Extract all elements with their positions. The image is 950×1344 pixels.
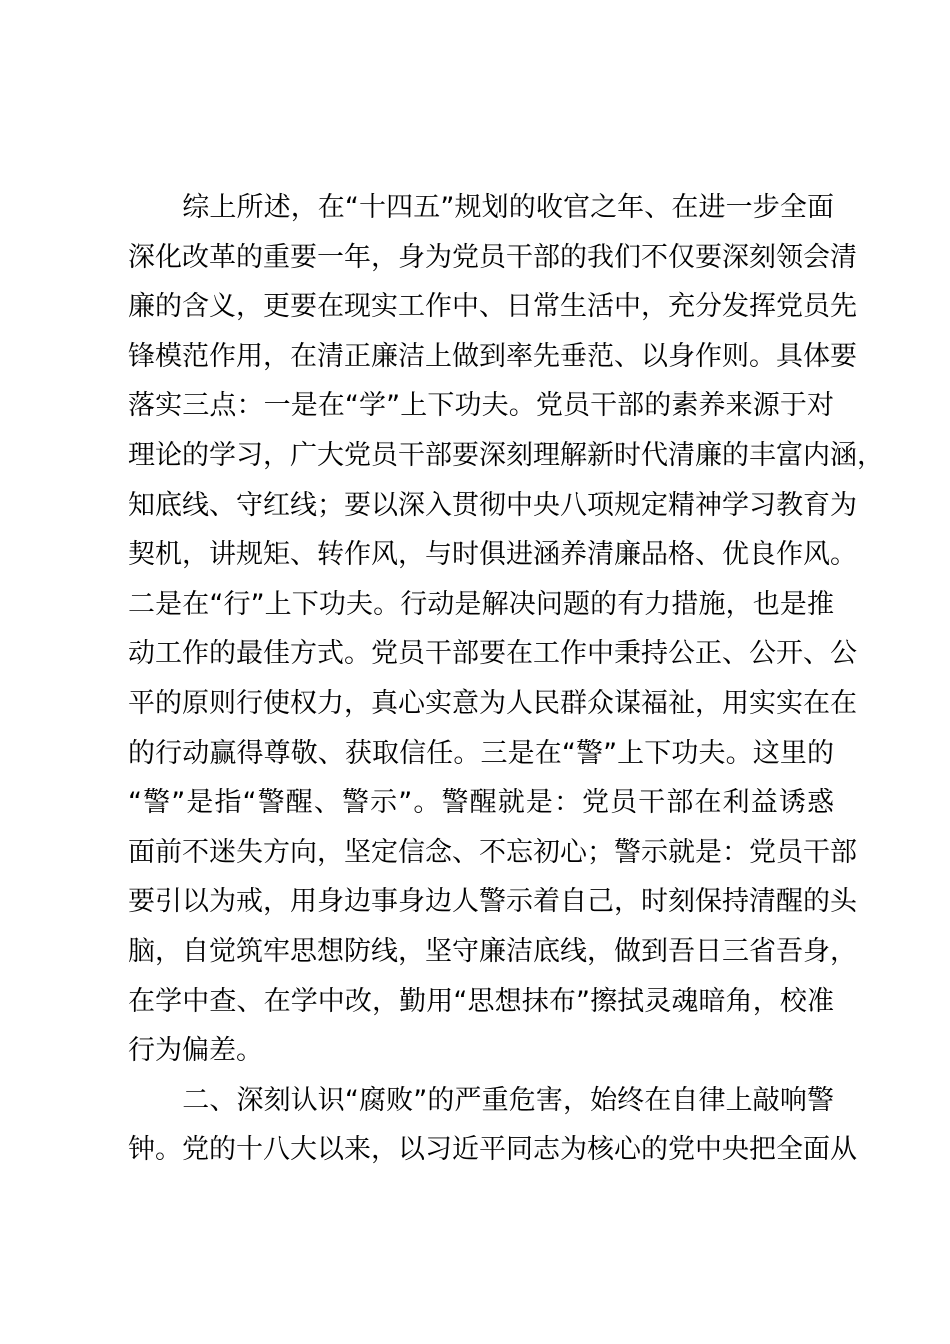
text-line: 的行动赢得尊敬、获取信任。三是在“警”上下功夫。这里的 — [128, 737, 834, 769]
text-line: 落实三点：一是在“学”上下功夫。党员干部的素养来源于对 — [128, 390, 834, 422]
text-line: 要引以为戒，用身边事身边人警示着自己，时刻保持清醒的头 — [128, 886, 857, 918]
text-line: 深化改革的重要一年，身为党员干部的我们不仅要深刻领会清 — [128, 241, 857, 273]
text-line: 在学中查、在学中改，勤用“思想抹布”擦拭灵魂暗角，校准 — [128, 985, 834, 1017]
text-line: 面前不迷失方向，坚定信念、不忘初心；警示就是：党员干部 — [128, 836, 857, 868]
document-body — [128, 183, 884, 1175]
text-line: 动工作的最佳方式。党员干部要在工作中秉持公正、公开、公 — [128, 638, 857, 670]
text-line: 脑，自觉筑牢思想防线，坚守廉洁底线，做到吾日三省吾身， — [128, 935, 857, 967]
text-line: 二是在“行”上下功夫。行动是解决问题的有力措施，也是推 — [128, 588, 834, 620]
paragraph-2 — [128, 1076, 857, 1175]
text-line: 综上所述，在“十四五”规划的收官之年、在进一步全面 — [128, 192, 834, 223]
text-line: 二、深刻认识“腐败”的严重危害，始终在自律上敲响警 — [128, 1084, 834, 1116]
text-line: 廉的含义，更要在现实工作中、日常生活中，充分发挥党员先 — [128, 291, 857, 323]
text-line: 知底线、守红线；要以深入贯彻中央八项规定精神学习教育为 — [128, 489, 857, 521]
text-line: “警”是指“警醒、警示”。警醒就是：党员干部在利益诱惑 — [128, 787, 834, 819]
text-line: 平的原则行使权力，真心实意为人民群众谋福祉，用实实在在 — [128, 687, 857, 719]
text-line: 契机，讲规矩、转作风，与时俱进涵养清廉品格、优良作风。 — [128, 539, 857, 571]
text-line: 行为偏差。 — [128, 1035, 263, 1067]
text-line: 锋模范作用，在清正廉洁上做到率先垂范、以身作则。具体要 — [128, 340, 857, 372]
text-line: 理论的学习，广大党员干部要深刻理解新时代清廉的丰富内涵， — [128, 439, 884, 471]
text-line: 钟。党的十八大以来，以习近平同志为核心的党中央把全面从 — [128, 1134, 857, 1166]
paragraph-1 — [128, 183, 884, 1076]
